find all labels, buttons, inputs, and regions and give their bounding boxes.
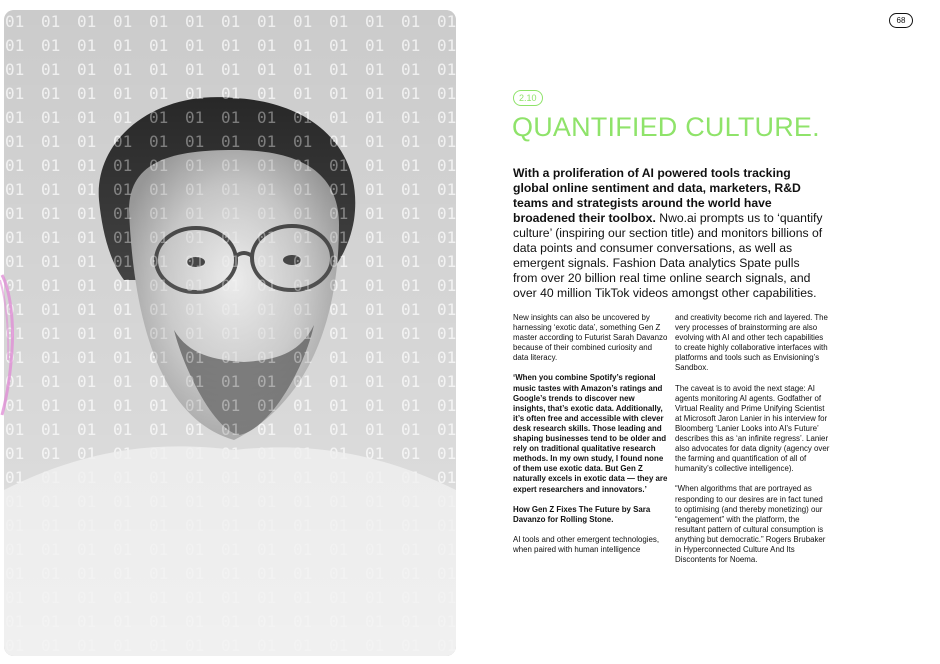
pink-brush-stroke (0, 270, 24, 420)
lede-regular: Nwo.ai prompts us to ‘quantify culture’ (inspiring our section title) and monitors billions of data points and consumer conversations, as well as emergent signals. Fashion Data analytics Spate pulls from over 20 billion real time online search signals, and over 40 million TikTok videos amongst other capabilities. (513, 211, 823, 300)
right-paragraph-3: “When algorithms that are portrayed as responding to our desires are in fact tuned to optimising (and thereby monetizing) our “engagement” with the platform, the resultant pattern of cultural consumption is anything but democratic.” Rogers Brubaker in Hyperconnected Culture And Its Discontents for Noema. (675, 484, 826, 565)
pull-quote: ‘When you combine Spotify’s regional music tastes with Amazon’s ratings and Google’s trends to discover new insights, that’s exotic data. Additionally, it’s often free and accessible with clever desk research skills. Those leading and shaping businesses tend to be older and rely on traditional qualitative research methods. In my own study, I found none of them use exotic data. But Gen Z naturally excels in exotic data — they are expert researchers and innovators.’ (513, 373, 668, 494)
portrait-photo (4, 10, 456, 656)
page-title: QUANTIFIED CULTURE. (512, 112, 820, 142)
left-paragraph-1: New insights can also be uncovered by harnessing ‘exotic data’, something Gen Z master according to Futurist Sarah Davanzo because of their combined curiosity and data literacy. (513, 313, 668, 363)
left-column (513, 313, 668, 565)
page-number: 68 (889, 13, 913, 28)
portrait-illustration (4, 10, 456, 656)
quote-source: How Gen Z Fixes The Future by Sara Davanzo for Rolling Stone. (513, 504, 651, 524)
left-paragraph-3: AI tools and other emergent technologies, when paired with human intelligence (513, 534, 660, 554)
section-tag: 2.10 (513, 90, 543, 106)
right-column (675, 313, 830, 575)
lede-bold: With a proliferation of AI powered tools tracking global online sentiment and data, marketers, R&D teams and strategists around the world have broadened their toolbox. (513, 166, 801, 225)
right-paragraph-1: and creativity become rich and layered. The very processes of brainstorming are also evolving with AI and other tech capabilities to create highly collaborative interfaces with platforms and tools such as Envisioning’s Sandbox. (675, 313, 828, 373)
right-paragraph-2: The caveat is to avoid the next stage: AI agents monitoring AI agents. Godfather of Virtual Reality and Prime Unifying Scientist at Microsoft Jaron Lanier in his interview for Bloomberg ‘Lanier Looks into AI’s Future’ describes this as ‘an infinite regress’. Lanier also advocates for data dignity (agency over the farming and quantification of all of humanity’s collective intelligence). (675, 383, 830, 474)
lede-paragraph (513, 166, 823, 301)
